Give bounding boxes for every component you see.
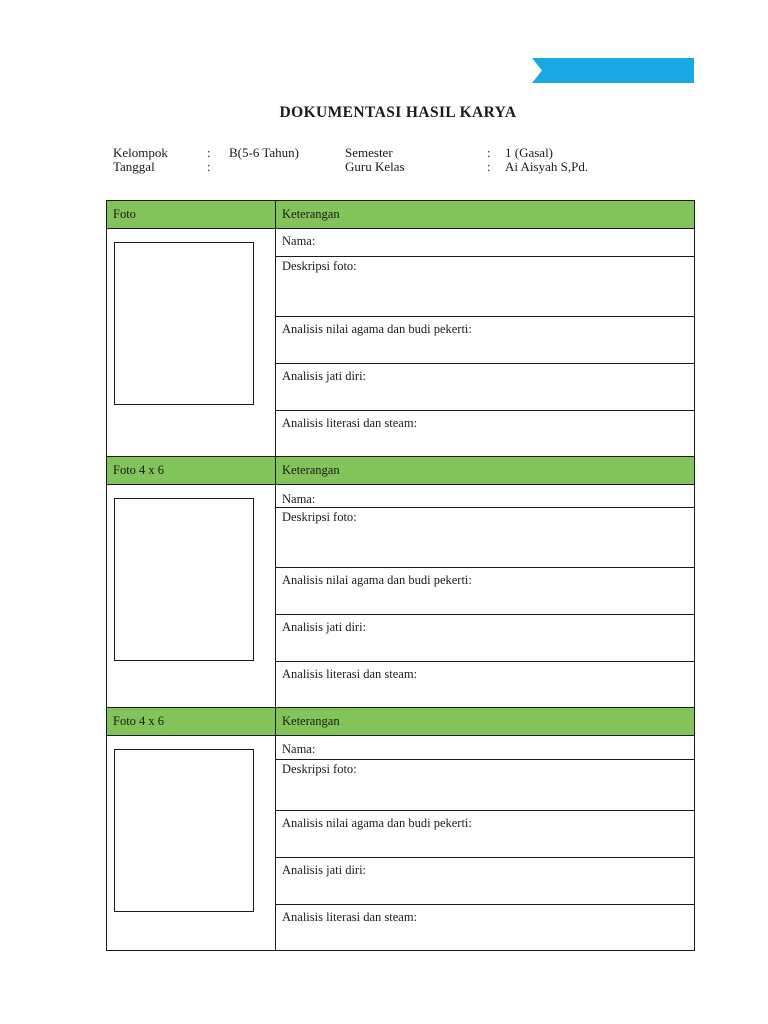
- photo-cell: [107, 229, 276, 457]
- photo-column-header: Foto 4 x 6: [107, 457, 276, 485]
- field-deskripsi-foto: Deskripsi foto:: [282, 259, 357, 273]
- field-deskripsi-foto: Deskripsi foto:: [282, 510, 357, 524]
- kelompok-label: Kelompok: [113, 145, 168, 160]
- documentation-section-3: [106, 707, 695, 951]
- field-analisis-literasi: Analisis literasi dan steam:: [282, 667, 418, 681]
- field-analisis-literasi: Analisis literasi dan steam:: [282, 910, 418, 924]
- kelompok-separator: :: [207, 145, 211, 160]
- field-analisis-jati-diri: Analisis jati diri:: [282, 620, 367, 634]
- photo-placeholder[interactable]: [114, 749, 254, 912]
- photo-column-header: Foto 4 x 6: [107, 708, 276, 736]
- semester-value: 1 (Gasal): [505, 145, 554, 160]
- semester-separator: :: [487, 145, 491, 160]
- field-nama: Nama:: [282, 742, 316, 756]
- field-analisis-agama: Analisis nilai agama dan budi pekerti:: [282, 322, 472, 336]
- field-analisis-agama: Analisis nilai agama dan budi pekerti:: [282, 573, 472, 587]
- description-column-header: Keterangan: [276, 708, 695, 736]
- photo-placeholder[interactable]: [114, 242, 254, 405]
- tanggal-separator: :: [207, 159, 211, 174]
- page-title: DOKUMENTASI HASIL KARYA: [279, 104, 517, 121]
- field-nama: Nama:: [282, 234, 316, 248]
- field-analisis-literasi: Analisis literasi dan steam:: [282, 416, 418, 430]
- photo-cell: [107, 485, 276, 708]
- semester-label: Semester: [345, 145, 393, 160]
- field-analisis-agama: Analisis nilai agama dan budi pekerti:: [282, 816, 472, 830]
- field-nama: Nama:: [282, 492, 316, 506]
- documentation-section-2: [106, 456, 695, 708]
- field-analisis-jati-diri: Analisis jati diri:: [282, 863, 367, 877]
- description-column-header: Keterangan: [276, 457, 695, 485]
- photo-column-header: Foto: [107, 201, 276, 229]
- description-column-header: Keterangan: [276, 201, 695, 229]
- photo-cell: [107, 736, 276, 951]
- field-deskripsi-foto: Deskripsi foto:: [282, 762, 357, 776]
- field-analisis-jati-diri: Analisis jati diri:: [282, 369, 367, 383]
- guru-kelas-label: Guru Kelas: [345, 159, 405, 174]
- photo-placeholder[interactable]: [114, 498, 254, 661]
- tanggal-label: Tanggal: [113, 159, 155, 174]
- kelompok-value: B(5-6 Tahun): [229, 145, 299, 160]
- guru-kelas-separator: :: [487, 159, 491, 174]
- guru-kelas-value: Ai Aisyah S,Pd.: [505, 159, 589, 174]
- header-ribbon: [532, 58, 694, 83]
- documentation-section-1: [106, 200, 695, 457]
